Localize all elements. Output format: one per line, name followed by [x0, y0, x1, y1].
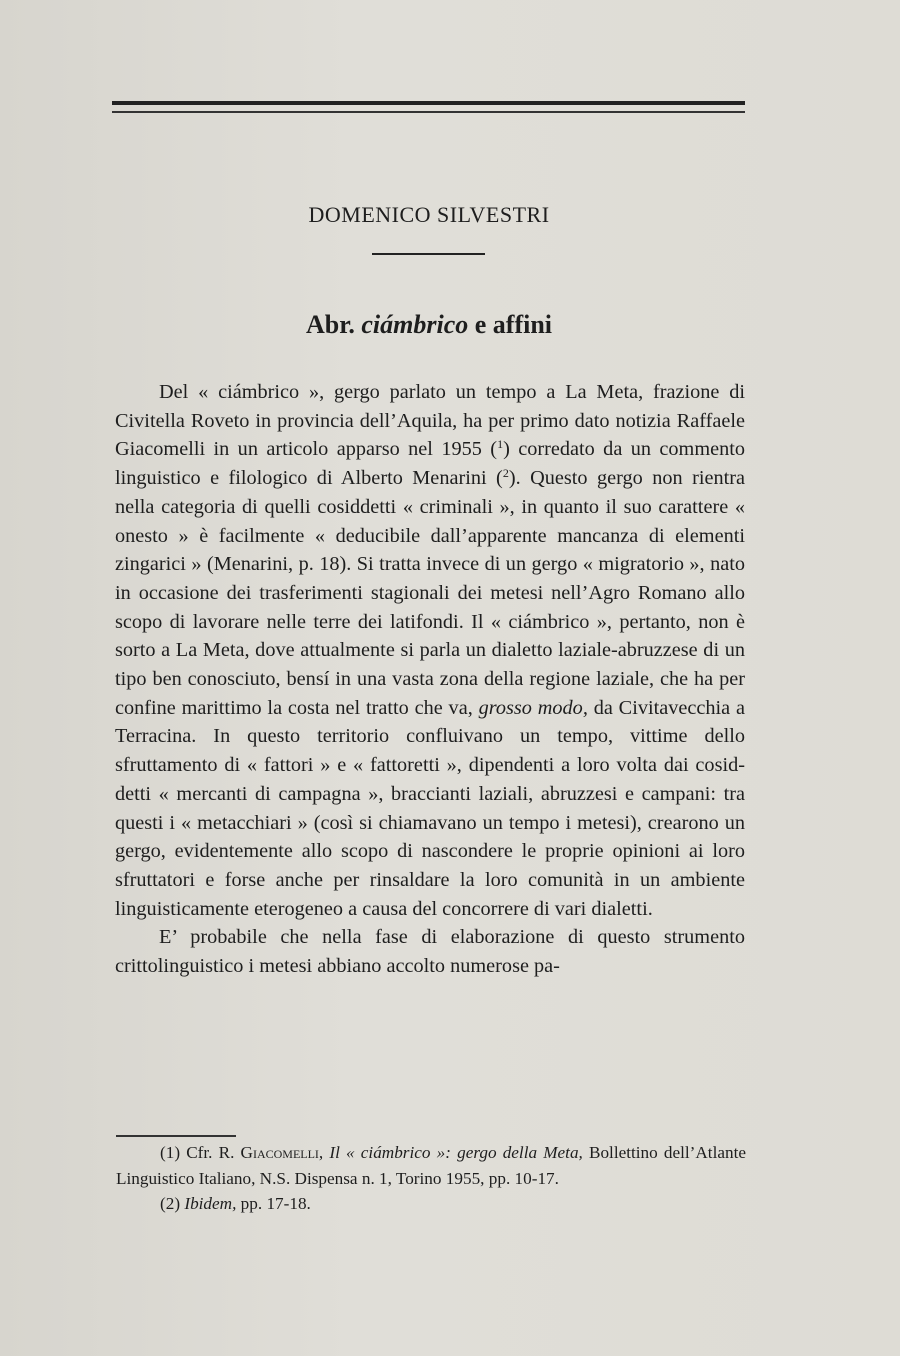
fn1-author: Giacomelli, — [240, 1143, 324, 1162]
fn1-mark: (1) — [160, 1143, 181, 1162]
author-name: DOMENICO SILVESTRI — [308, 202, 550, 227]
header-rule-thick — [112, 101, 745, 105]
fn1-title: Il « ciámbrico »: gergo della Meta, — [323, 1143, 583, 1162]
paragraph-2: E’ probabile che nella fase di elaborazione di questo strumento crittolinguistico i metesi abbiano accolto numerose pa- — [115, 926, 745, 978]
fn1-text-b: Bollettino dell’Atlante Linguistico Italiano, N.S. Dispensa n. 1, Torino 1955, pp. 10-17. — [116, 1143, 746, 1188]
footnote-1 — [116, 1140, 746, 1191]
fn1-text-a: Cfr. R. — [180, 1143, 241, 1162]
p1-text-2: ) corredato da un commento linguistico e filologico di Alberto Menarini ( — [115, 438, 746, 490]
fn2-mark: (2) — [160, 1194, 181, 1213]
title-italic: ciámbrico — [361, 310, 469, 339]
footnote-ref-1: 1 — [497, 437, 504, 452]
title-prefix: Abr. — [305, 310, 355, 339]
paragraph-1 — [115, 378, 745, 923]
p1-text-3: ). Questo gergo non rientra nella categoria di quelli cosiddetti « criminali », in quanto il suo carattere « onesto » è facilmente « deducibile dall’apparente mancanza di elementi zingarici » (Menarini, p. 18). Si tratta invece di un gergo « migratorio », nato in occasione dei trasferimenti stagionali dei metesi nell’Agro Romano allo scopo di lavorare nelle terre dei latifondi. Il « ciámbrico », pertanto, non è sorto a La Meta, dove attualmente si parla un dialetto laziale-abruzzese di un tipo ben conosciuto, bensí in una vasta zona della regione laziale, che ha per confine marittimo la costa nel tratto che va, — [115, 467, 745, 719]
footnote-ref-2: 2 — [502, 466, 509, 481]
p1-text-1: Del « ciámbrico », gergo parlato un tempo a La Meta, frazione di Civitella Roveto in provincia dell’Aquila, ha per primo dato notizia Raffaele Giacomelli in un articolo apparso nel 1955 ( — [115, 381, 745, 461]
title-suffix: e affini — [474, 310, 553, 339]
fn2-text-b: pp. 17-18. — [236, 1194, 311, 1213]
fn2-italic: Ibidem, — [180, 1194, 237, 1213]
article-title — [0, 310, 858, 340]
p1-text-4: da Civitavecchia a Terracina. In questo territorio confluivano un tempo, vittime dello sfruttamento di « fattori » e « fattoretti », dipendenti a loro volta dai cosiddetti « mercanti di campagna », braccianti laziali, abruzzesi e campani: tra questi i « metacchiari » (così si chiamavano un tempo i metesi), crearono un gergo, evidentemente allo scopo di nascondere le proprie opinioni ai loro sfruttatori e forse anche per rinsaldare la loro comunità in un ambiente linguisticamente eterogeneo a causa del concorrere di vari dialetti. — [115, 696, 746, 920]
footnote-divider — [116, 1135, 236, 1137]
article-body — [115, 378, 745, 981]
author-divider — [372, 253, 485, 255]
footnote-2 — [116, 1191, 746, 1217]
header-rule-thin — [112, 111, 745, 113]
footnotes — [116, 1140, 746, 1217]
p1-italic: grosso modo, — [478, 696, 588, 719]
